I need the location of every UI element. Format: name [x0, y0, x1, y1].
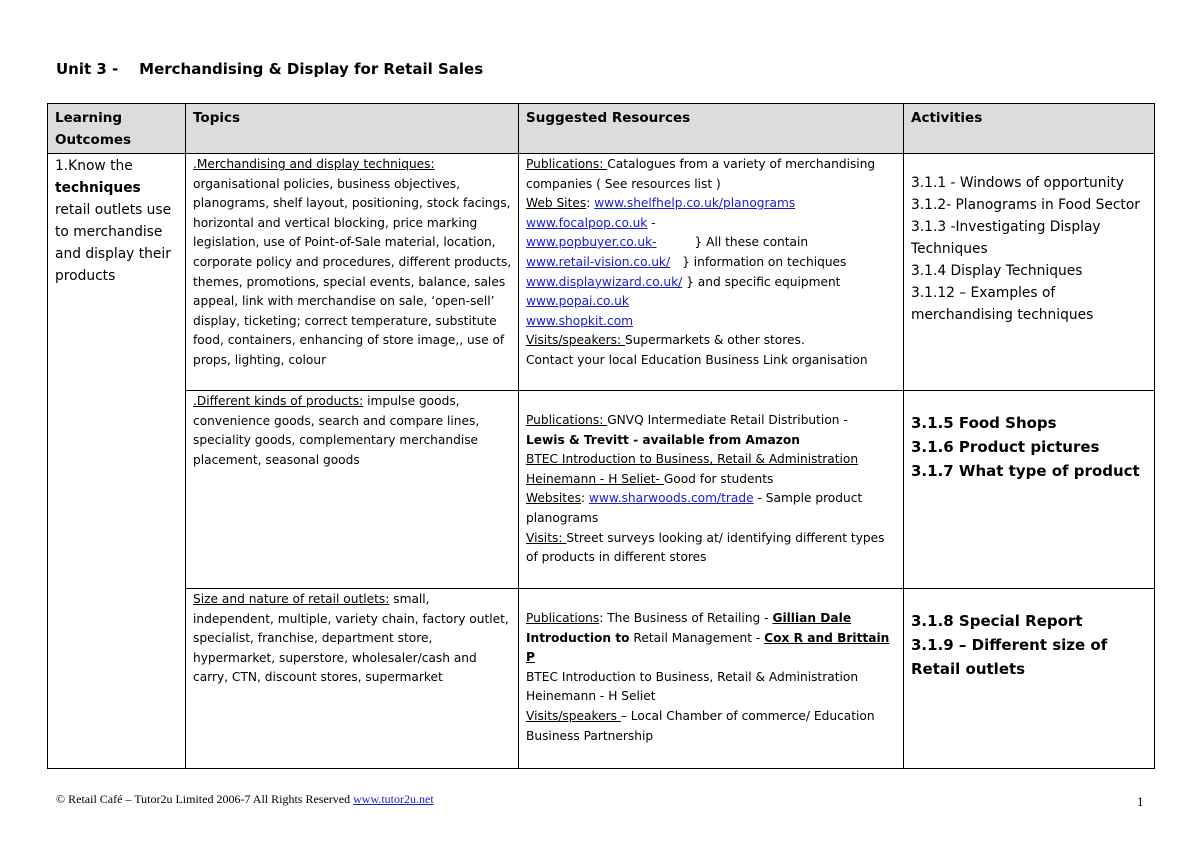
activities-cell: [904, 154, 1155, 391]
link-focalpop[interactable]: www.focalpop.co.uk: [526, 215, 648, 230]
topic-heading: Size and nature of retail outlets:: [193, 592, 390, 606]
btec-text: BTEC Introduction to Business, Retail & Administration: [526, 452, 859, 467]
activity-item: 3.1.7 What type of product: [911, 462, 1140, 480]
activity-item: 3.1.3 -Investigating Display Techniques: [911, 219, 1101, 257]
contact-text: Contact your local Education Business Link organisation: [526, 352, 868, 367]
page-number: 1: [1137, 794, 1144, 809]
footer-link[interactable]: www.tutor2u.net: [353, 792, 434, 806]
header-suggested-resources: Suggested Resources: [519, 104, 904, 154]
topic-cell: [186, 589, 519, 769]
resources-cell: Publications: Catalogues from a variety of merchandising companies ( See resources list ) Web Sites: www.shelfhelp.co.uk/planograms www.focalpop.co.uk - www.popbuyer.co.uk- } All these contain www.retail-vision.co.uk/ } information on techiques www.displaywizard.co.uk/ } and specific equipment www.popai.co.uk www.shopkit.com Visits/speakers: Supermarkets & other stores. Contact your local Education Business Link organisation: [519, 154, 904, 391]
activity-item: 3.1.12 – Examples of merchandising techniques: [911, 285, 1094, 323]
link-note-3: } and specific equipment: [686, 274, 841, 289]
websites-separator: :: [580, 491, 589, 506]
activity-item: 3.1.5 Food Shops: [911, 414, 1057, 432]
table-row: [48, 154, 1155, 391]
visits-label: Visits/speakers: [526, 708, 621, 723]
outcome-bold: techniques: [55, 180, 141, 196]
websites-label: Web Sites: [526, 196, 587, 211]
topic-body: small, independent, multiple, variety chain, factory outlet, specialist, franchise, department store, hypermarket, superstore, wholesaler/cash and carry, CTN, discount stores, supermarket: [193, 592, 509, 685]
link-sharwoods[interactable]: www.sharwoods.com/trade: [588, 491, 754, 506]
table-row: [48, 589, 1155, 769]
publications-label: Publications: [526, 611, 600, 625]
activity-item: 3.1.8 Special Report: [911, 612, 1083, 630]
publications-text: Catalogues from a variety of merchandising companies ( See resources list ): [526, 157, 876, 191]
link-note-2: } information on techiques: [682, 254, 847, 269]
intro-text: Retail Management -: [629, 630, 765, 645]
topic-heading: .Merchandising and display techniques:: [193, 157, 435, 171]
outcome-suffix: retail outlets use to merchandise and display their products: [55, 202, 172, 284]
publications-author: Lewis & Trevitt - available from Amazon: [526, 432, 800, 447]
outcome-prefix: 1.Know the: [55, 158, 133, 174]
link-popai[interactable]: www.popai.co.uk: [526, 294, 629, 309]
footer: [56, 792, 434, 807]
activities-cell: [904, 391, 1155, 589]
intro-author: Cox R and Brittain P: [526, 630, 890, 665]
activity-item: 3.1.9 – Different size of Retail outlets: [911, 636, 1108, 678]
link-displaywizard[interactable]: www.displaywizard.co.uk/: [526, 274, 683, 289]
activity-item: 3.1.2- Planograms in Food Sector: [911, 197, 1140, 213]
learning-outcome-cell: [48, 154, 186, 769]
topic-heading: .Different kinds of products:: [193, 394, 364, 408]
publications-label: Publications:: [526, 413, 608, 427]
publications-text: : The Business of Retailing -: [599, 611, 773, 625]
link-shelfhelp[interactable]: www.shelfhelp.co.uk/planograms: [594, 196, 796, 211]
table-row: [48, 391, 1155, 589]
curriculum-table: [47, 103, 1155, 769]
heinemann-label: Heinemann - H Seliet-: [526, 471, 664, 486]
activity-item: 3.1.4 Display Techniques: [911, 263, 1083, 279]
header-topics: Topics: [186, 104, 519, 154]
visits-label: Visits/speakers:: [526, 333, 625, 348]
link-popbuyer[interactable]: www.popbuyer.co.uk-: [526, 235, 657, 250]
header-activities: Activities: [904, 104, 1155, 154]
btec-text: BTEC Introduction to Business, Retail & Administration: [526, 669, 859, 684]
page-title: Unit 3 - Merchandising & Display for Retail Sales: [56, 60, 484, 78]
activity-item: 3.1.1 - Windows of opportunity: [911, 175, 1124, 191]
footer-text: © Retail Café – Tutor2u Limited 2006-7 All Rights Reserved: [56, 792, 354, 806]
activity-item: 3.1.6 Product pictures: [911, 438, 1100, 456]
heinemann-text: Good for students: [663, 471, 774, 486]
intro-bold: Introduction to: [526, 630, 630, 645]
resources-cell: [519, 589, 904, 769]
link-shopkit[interactable]: www.shopkit.com: [526, 313, 634, 328]
visits-text: Supermarkets & other stores.: [624, 333, 805, 348]
link-focalpop-suffix: -: [647, 215, 656, 230]
header-learning-outcomes: Learning Outcomes: [48, 104, 186, 154]
activities-cell: [904, 589, 1155, 769]
topic-body: impulse goods, convenience goods, search and compare lines, speciality goods, complementary merchandise placement, seasonal goods: [193, 394, 480, 467]
link-retail-vision[interactable]: www.retail-vision.co.uk/: [526, 254, 671, 269]
websites-label: Websites: [526, 491, 581, 506]
visits-label: Visits:: [526, 530, 567, 545]
websites-suffix: - Sample product planograms: [526, 491, 863, 525]
heinemann-text: Heinemann - H Seliet: [526, 689, 656, 704]
publications-author: Gillian Dale: [772, 611, 852, 625]
publications-text: GNVQ Intermediate Retail Distribution -: [607, 413, 848, 427]
link-note-1: } All these contain: [694, 235, 809, 250]
resources-cell: [519, 391, 904, 589]
topic-body: organisational policies, business objectives, planograms, shelf layout, positioning, stock facings, horizontal and vertical blocking, price marking legislation, use of Point-of-Sale material, location, corporate policy and procedures, different products, themes, promotions, special events, balance, sales appeal, link with merchandise on sale, ‘open-sell’ display, ticketing; correct temperature, substitute food, containers, enhancing of store image,, use of props, lighting, colour: [193, 176, 512, 367]
topic-cell: [186, 391, 519, 589]
visits-text: Street surveys looking at/ identifying different types of products in different stores: [526, 530, 885, 565]
topic-cell: [186, 154, 519, 391]
visits-text: – Local Chamber of commerce/ Education Business Partnership: [526, 708, 875, 743]
publications-label: Publications:: [526, 157, 608, 171]
